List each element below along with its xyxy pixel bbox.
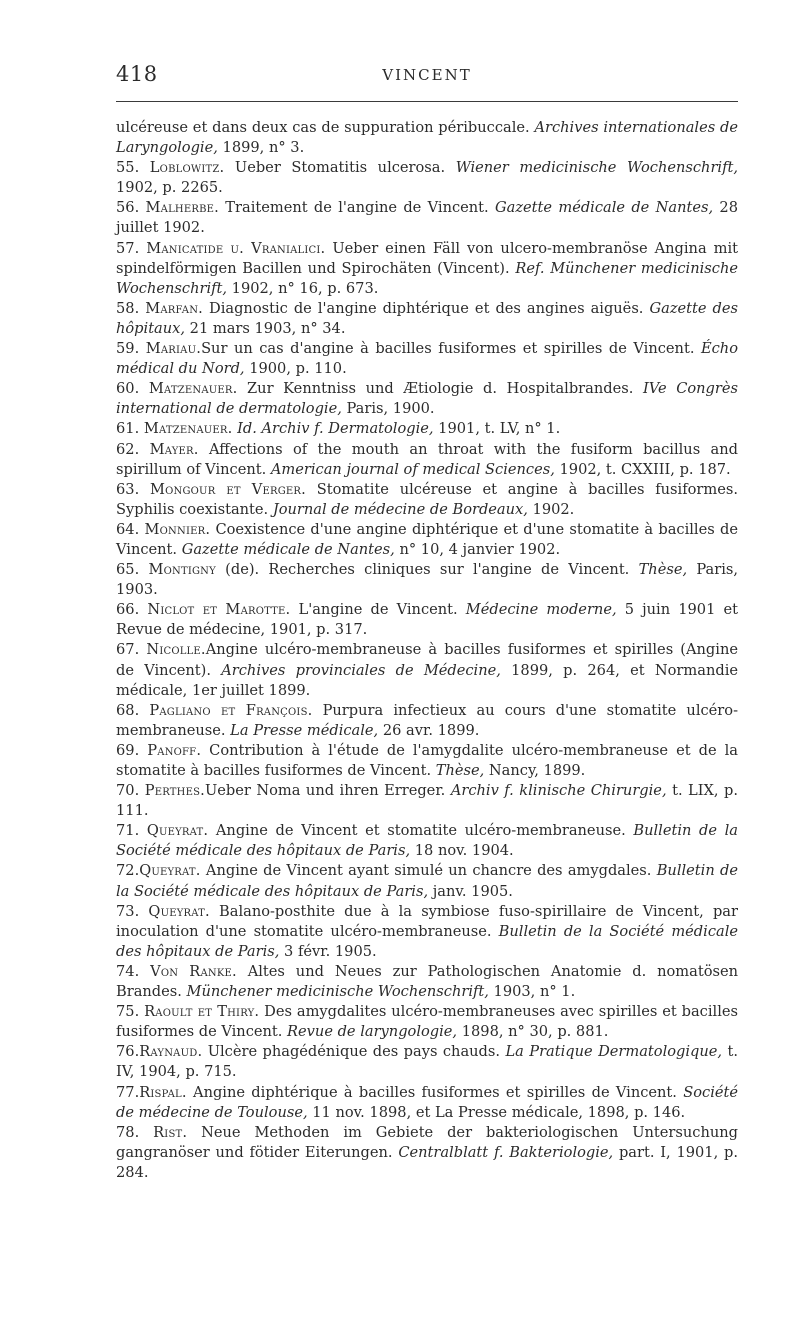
reference-num: 71. xyxy=(116,822,147,840)
reference-num: 66. xyxy=(116,601,148,619)
reference-tail: 1898, n° 30, p. 881. xyxy=(457,1023,609,1041)
reference-source: Journal de médecine de Bordeaux, xyxy=(272,500,528,518)
reference-entry xyxy=(116,480,738,520)
reference-source: Gazette médicale de Nantes, xyxy=(181,540,395,558)
reference-text: Sur un cas d'angine à bacilles fusiformes et spirilles de Vincent. xyxy=(201,340,701,358)
reference-num: 74. xyxy=(116,962,151,980)
reference-num: 60. xyxy=(116,380,149,398)
page-header xyxy=(116,62,738,88)
reference-num: 64. xyxy=(116,520,145,538)
reference-text: Contribution à l'étude de l'amygdalite ulcéro-membraneuse et de la stomatite à bacilles fusiformes de Vincent. xyxy=(116,741,738,779)
reference-tail: 5 juin 1901 et Revue de médecine, 1901, p. 317. xyxy=(116,601,738,639)
reference-author: Matzenauer. xyxy=(148,380,238,398)
reference-author: Perthes. xyxy=(144,782,205,800)
reference-source: Ref. Münchener medicinische Wochenschrift, xyxy=(116,259,738,297)
reference-tail: part. I, 1901, p. 284. xyxy=(116,1143,738,1181)
reference-author: Von Ranke. xyxy=(150,962,237,980)
reference-text: Purpura infectieux au cours d'une stomatite ulcéro-membraneuse. xyxy=(116,701,739,739)
reference-text: Affections of the mouth an throat with the fusiform bacillus and spirillum of Vincent. xyxy=(116,440,738,478)
reference-source: Münchener medicinische Wochenschrift, xyxy=(186,983,489,1001)
reference-tail: janv. 1905. xyxy=(428,882,513,900)
reference-entry xyxy=(116,560,738,600)
reference-entry xyxy=(116,741,738,781)
reference-text: ulcéreuse et dans deux cas de suppuration péribuccale. xyxy=(116,119,535,136)
reference-list xyxy=(116,118,738,1183)
reference-tail: 1903, n° 1. xyxy=(488,983,576,1001)
reference-tail: t. IV, 1904, p. 715. xyxy=(116,1043,738,1081)
reference-source: American journal of medical Sciences, xyxy=(270,460,555,478)
reference-author: Nicolle. xyxy=(146,641,206,659)
reference-tail: 1899, n° 3. xyxy=(217,139,305,157)
reference-tail: 1902. xyxy=(527,500,575,518)
reference-text: Des amygdalites ulcéro-membraneuses avec spirilles et bacilles fusiformes de Vincent. xyxy=(116,1003,738,1041)
reference-author: Raoult et Thiry. xyxy=(144,1003,260,1021)
reference-author: Marfan. xyxy=(145,299,204,317)
reference-author: Niclot et Marotte. xyxy=(147,601,291,619)
reference-entry xyxy=(116,339,738,379)
reference-text: Diagnostic de l'angine diphtérique et des angines aiguës. xyxy=(203,299,650,317)
reference-text: (de). Recherches cliniques sur l'angine de Vincent. xyxy=(215,561,639,579)
reference-source: Bulletin de la Société médicale des hôpitaux de Paris, xyxy=(116,822,739,860)
reference-tail: 21 mars 1903, n° 34. xyxy=(185,319,346,337)
reference-num: 65. xyxy=(116,561,149,579)
reference-num: 76. xyxy=(116,1043,140,1061)
reference-tail: 1902, t. CXXIII, p. 187. xyxy=(554,460,731,478)
reference-author: Raynaud. xyxy=(139,1043,203,1061)
reference-num: 56. xyxy=(116,199,146,217)
reference-source: Gazette médicale de Nantes, xyxy=(495,199,714,217)
reference-source: Société de médecine de Toulouse, xyxy=(116,1083,738,1121)
reference-entry xyxy=(116,198,738,238)
reference-text: Balano-posthite due à la symbiose fuso-spirillaire de Vincent, par inoculation d'une stomatite ulcéro-membraneuse. xyxy=(116,902,738,940)
reference-num: 67. xyxy=(116,641,147,659)
reference-source: Médecine moderne, xyxy=(465,601,617,619)
reference-num: 61. xyxy=(116,420,144,438)
reference-source: Écho médical du Nord, xyxy=(116,340,738,378)
reference-text: L'angine de Vincent. xyxy=(290,601,466,619)
page-number: 418 xyxy=(116,62,158,86)
reference-entry xyxy=(116,962,738,1002)
reference-author: Queyrat. xyxy=(146,822,209,840)
reference-num: 72. xyxy=(116,862,140,880)
reference-source: Archives provinciales de Médecine, xyxy=(221,661,501,679)
reference-text: Ueber einen Fäll von ulcero-membranöse Angina mit spindelförmigen Bacillen und Spirochäten (Vincent). xyxy=(116,239,738,277)
reference-entry xyxy=(116,861,738,901)
reference-text: Angine de Vincent ayant simulé un chancre des amygdales. xyxy=(200,862,657,880)
reference-author: Monnier. xyxy=(144,520,211,538)
reference-tail: Paris, 1903. xyxy=(116,561,739,599)
reference-entry xyxy=(116,520,738,560)
reference-tail: 1900, p. 110. xyxy=(244,360,347,378)
reference-entry xyxy=(116,1083,738,1123)
reference-author: Mariau. xyxy=(145,340,202,358)
reference-author: Montigny xyxy=(148,561,216,579)
reference-text: Altes und Neues zur Pathologischen Anatomie d. nomatösen Brandes. xyxy=(116,962,738,1001)
reference-entry xyxy=(116,701,738,741)
reference-author: Queyrat. xyxy=(139,862,201,880)
reference-entry xyxy=(116,781,738,821)
reference-text: Coexistence d'une angine diphtérique et d'une stomatite à bacilles de Vincent. xyxy=(116,520,738,558)
reference-source: Revue de laryngologie, xyxy=(287,1023,458,1041)
reference-num: 59. xyxy=(116,340,146,358)
reference-entry xyxy=(116,600,738,640)
reference-author: Rist. xyxy=(153,1123,188,1141)
reference-author: Panoff. xyxy=(147,741,202,759)
reference-entry xyxy=(116,640,738,700)
reference-text: Ueber Stomatitis ulcerosa. xyxy=(224,159,456,177)
reference-num: 73. xyxy=(116,902,149,920)
reference-tail: 18 nov. 1904. xyxy=(410,842,514,860)
reference-author: Mayer. xyxy=(149,440,199,458)
reference-author: Malherbe. xyxy=(145,199,219,217)
reference-source: Wiener medicinische Wochenschrift, xyxy=(455,159,738,177)
reference-tail: 1902, n° 16, p. 673. xyxy=(227,279,379,297)
reference-tail: 1899, p. 264, et Normandie médicale, 1er juillet 1899. xyxy=(116,661,738,699)
reference-tail: n° 10, 4 janvier 1902. xyxy=(394,540,561,558)
reference-author: Manicatide u. Vranialici. xyxy=(146,239,326,257)
reference-num: 63. xyxy=(116,480,150,498)
running-head: VINCENT xyxy=(382,66,472,84)
reference-tail: 3 févr. 1905. xyxy=(279,942,377,960)
reference-text: Ueber Noma und ihren Erreger. xyxy=(204,782,451,800)
reference-entry xyxy=(116,902,738,962)
reference-entry xyxy=(116,239,738,299)
reference-num: 69. xyxy=(116,741,148,759)
reference-entry xyxy=(116,118,738,158)
reference-source: Archiv f. klinische Chirurgie, xyxy=(450,782,667,800)
reference-source: Id. Archiv f. Dermatologie, xyxy=(237,420,434,438)
reference-tail: t. LIX, p. 111. xyxy=(116,782,739,820)
reference-source: Archives internationales de Laryngologie, xyxy=(116,119,738,157)
reference-text: Traitement de l'angine de Vincent. xyxy=(218,199,495,217)
reference-tail: Paris, 1900. xyxy=(341,400,435,418)
reference-entry xyxy=(116,1123,738,1183)
reference-source: Thèse, xyxy=(638,561,688,579)
reference-num: 58. xyxy=(116,299,146,317)
reference-author: Rispal. xyxy=(139,1083,187,1101)
reference-num: 77. xyxy=(116,1083,140,1101)
reference-tail: 1902, p. 2265. xyxy=(116,179,223,197)
reference-text: Ulcère phagédénique des pays chauds. xyxy=(202,1043,506,1061)
reference-num: 55. xyxy=(116,159,150,177)
header-rule xyxy=(116,101,738,102)
reference-source: Centralblatt f. Bakteriologie, xyxy=(398,1143,614,1161)
reference-source: La Presse médicale, xyxy=(230,721,379,739)
reference-num: 57. xyxy=(116,239,147,257)
reference-author: Loblowitz. xyxy=(149,159,225,177)
reference-text: Angine diphtérique à bacilles fusiformes et spirilles de Vincent. xyxy=(186,1083,684,1101)
reference-author: Pagliano et François. xyxy=(149,701,313,719)
reference-num: 68. xyxy=(116,701,150,719)
reference-num: 75. xyxy=(116,1003,145,1021)
reference-source: La Pratique Dermatologique, xyxy=(505,1043,723,1061)
reference-tail: 28 juillet 1902. xyxy=(116,199,739,237)
reference-entry xyxy=(116,419,738,439)
reference-entry xyxy=(116,299,738,339)
reference-author: Mongour et Verger. xyxy=(149,480,306,498)
reference-tail: 26 avr. 1899. xyxy=(378,721,480,739)
reference-source: Bulletin de la Société médicale des hôpitaux de Paris, xyxy=(116,862,738,900)
reference-text: Zur Kenntniss und Ætiologie d. Hospitalbrandes. xyxy=(237,380,643,398)
reference-text: Stomatite ulcéreuse et angine à bacilles fusiformes. Syphilis coexistante. xyxy=(116,480,738,518)
reference-tail: 1901, t. LV, n° 1. xyxy=(433,420,561,438)
reference-num: 78. xyxy=(116,1123,154,1141)
reference-source: Bulletin de la Société médicale des hôpitaux de Paris, xyxy=(116,922,738,960)
reference-entry xyxy=(116,379,738,419)
reference-num: 70. xyxy=(116,782,145,800)
reference-num: 62. xyxy=(116,440,150,458)
reference-text: Angine de Vincent et stomatite ulcéro-membraneuse. xyxy=(208,822,634,840)
reference-text: Neue Methoden im Gebiete der bakteriologischen Untersuchung gangranöser und fötider Eiterungen. xyxy=(116,1123,738,1161)
reference-entry xyxy=(116,821,738,861)
reference-entry xyxy=(116,440,738,480)
reference-tail: 11 nov. 1898, et La Presse médicale, 1898, p. 146. xyxy=(307,1103,686,1121)
reference-source: Gazette des hôpitaux, xyxy=(116,299,738,337)
reference-author: Matzenauer. xyxy=(143,420,233,438)
reference-entry xyxy=(116,1002,738,1042)
reference-source: IVe Congrès international de dermatologie, xyxy=(116,380,738,418)
reference-author: Queyrat. xyxy=(148,902,210,920)
reference-entry xyxy=(116,1042,738,1082)
reference-source: Thèse, xyxy=(435,762,485,779)
reference-entry xyxy=(116,158,738,198)
reference-tail: Nancy, 1899. xyxy=(484,762,586,779)
reference-text: Angine ulcéro-membraneuse à bacilles fusiformes et spirilles (Angine de Vincent). xyxy=(116,641,738,679)
